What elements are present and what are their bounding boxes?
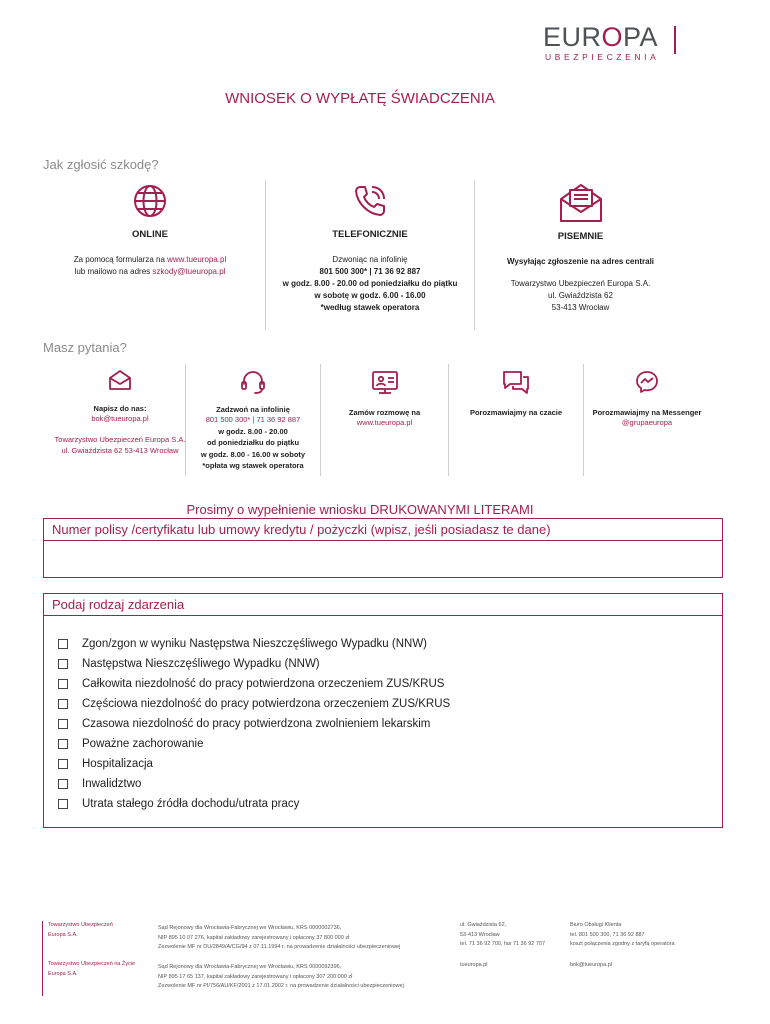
event-option[interactable]: Częściowa niezdolność do pracy potwierdzona orzeczeniem ZUS/KRUS [58,694,450,714]
callback-icon [370,369,400,395]
phone-numbers[interactable]: 801 500 300* | 71 36 92 887 [319,267,421,276]
logo-subtitle: UBEZPIECZENIA [545,52,660,62]
event-option[interactable]: Utrata stałego źródła dochodu/utrata pracy [58,794,450,814]
checkbox[interactable] [58,639,68,649]
divider [265,180,266,330]
event-option[interactable]: Następstwa Nieszczęśliwego Wypadku (NNW) [58,654,450,674]
document-title: WNIOSEK O WYPŁATĘ ŚWIADCZENIA [225,90,495,107]
event-checklist [58,634,450,814]
event-option[interactable]: Całkowita niezdolność do pracy potwierdzona orzeczeniem ZUS/KRUS [58,674,450,694]
checkbox[interactable] [58,679,68,689]
checkbox[interactable] [58,779,68,789]
question-write: Napisz do nas: bok@tueuropa.pl Towarzystwo Ubezpieczeń Europa S.A. ul. Gwiaździsta 62 53-413 Wrocław [50,369,190,457]
policy-number-input[interactable] [44,541,722,578]
question-call: Zadzwoń na infolinię 801 500 300* | 71 36 92 887 w godz. 8.00 - 20.00 od poniedziałku do piątku w godz. 8.00 - 16.00 w soboty *opłata wg stawek operatora [188,369,318,472]
policy-number-label: Numer polisy /certyfikatu lub umowy kredytu / pożyczki (wpisz, jeśli posiadasz te dane) [44,519,722,541]
questions-heading: Masz pytania? [43,340,127,355]
channel-online: ONLINE Za pomocą formularza na www.tueuropa.pl lub mailowo na adres szkody@tueuropa.pl [40,183,260,278]
checkbox[interactable] [58,759,68,769]
bok-email-link[interactable]: bok@tueuropa.pl [91,414,149,423]
policy-number-box [43,518,723,578]
globe-icon [132,183,168,219]
channel-phone: TELEFONICZNIE Dzwoniąc na infolinię 801 500 300* | 71 36 92 887 w godz. 8.00 - 20.00 od poniedziałku do piątku w sobotę w godz. 6.00 - 16.00 *według stawek operatora [270,183,470,314]
checkbox[interactable] [58,739,68,749]
divider [583,364,584,476]
divider [185,364,186,476]
question-callback: Zamów rozmowę na www.tueuropa.pl [322,369,447,429]
event-option[interactable]: Zgon/zgon w wyniku Następstwa Nieszczęśliwego Wypadku (NNW) [58,634,450,654]
event-option[interactable]: Hospitalizacja [58,754,450,774]
chat-icon [501,369,531,395]
online-heading: ONLINE [132,229,168,240]
event-option[interactable]: Poważne zachorowanie [58,734,450,754]
messenger-icon [634,369,660,395]
footer-bok-email[interactable]: bok@tueuropa.pl [570,962,612,968]
divider [448,364,449,476]
footer-company-2: Towarzystwo Ubezpieczeń na Życie Europa S.A. [48,961,136,977]
footer-company-1: Towarzystwo Ubezpieczeń Europa S.A. [48,922,113,938]
letter-icon [559,183,603,223]
headset-icon [240,369,266,395]
tueuropa-link[interactable]: www.tueuropa.pl [167,255,227,264]
form-instruction: Prosimy o wypełnienie wniosku DRUKOWANYMI LITERAMI [186,502,534,517]
infoline-numbers[interactable]: 801 500 300* | 71 36 92 887 [205,415,301,424]
szkody-email-link[interactable]: szkody@tueuropa.pl [152,267,226,276]
messenger-link[interactable]: @grupaeuropa [621,418,673,427]
callback-link[interactable]: www.tueuropa.pl [356,418,413,427]
logo-wordmark: EUROPA [543,22,659,52]
footer-registration-2: Sąd Rejonowy dla Wrocławia-Fabrycznej we Wrocławiu, KRS 0000092396, NIP 895 17 65 137, kapitał zakładowy zarejestrowany i opłacony 307 200 000 zł Zezwolenie MF nr PI/756/AU/KF/2001 z 17.01.2002 r. na prowadzenie działalności ubezpieczeniowej [158,964,404,989]
event-option[interactable]: Czasowa niezdolność do pracy potwierdzona zwolnieniem lekarskim [58,714,450,734]
footer-registration-1: Sąd Rejonowy dla Wrocławia-Fabrycznej we Wrocławiu, KRS 0000002736, NIP 895 10 07 276, kapitał zakładowy zarejestrowany i opłacony 37 800 000 zł Zezwolenie MF nr DU/2849/A/CG/94 z 07.11.1994 r. na prowadzenie działalności ubezpieczeniowej [158,925,401,950]
checkbox[interactable] [58,799,68,809]
question-messenger: Porozmawiajmy na Messenger @grupaeuropa [588,369,706,429]
europa-logo [543,22,683,66]
event-option[interactable]: Inwalidztwo [58,774,450,794]
envelope-icon [108,369,132,391]
footer-customer-service: Biuro Obsługi Klienta tel. 801 500 300, 71 36 92 887 koszt połączenia zgodny z taryfą operatora [570,922,675,947]
how-to-report-heading: Jak zgłosić szkodę? [43,157,159,172]
logo-bar [674,26,676,54]
divider [474,180,475,330]
question-chat[interactable]: Porozmawiajmy na czacie [452,369,580,417]
divider [320,364,321,476]
mail-heading: PISEMNIE [557,231,604,242]
channel-mail: PISEMNIE Wysyłając zgłoszenie na adres centrali Towarzystwo Ubezpieczeń Europa S.A. ul. Gwiaździsta 62 53-413 Wrocław [478,183,683,314]
checkbox[interactable] [58,719,68,729]
event-type-label: Podaj rodzaj zdarzenia [44,594,722,616]
phone-icon [352,183,388,219]
checkbox[interactable] [58,659,68,669]
footer-address: ul. Gwiaździsta 62, 53-413 Wrocław tel. 71 36 92 700, fax 71 36 92 707 [460,922,546,947]
footer-website[interactable]: tueuropa.pl [460,962,488,968]
footer-accent-bar [42,921,43,996]
phone-heading: TELEFONICZNIE [332,229,408,240]
checkbox[interactable] [58,699,68,709]
